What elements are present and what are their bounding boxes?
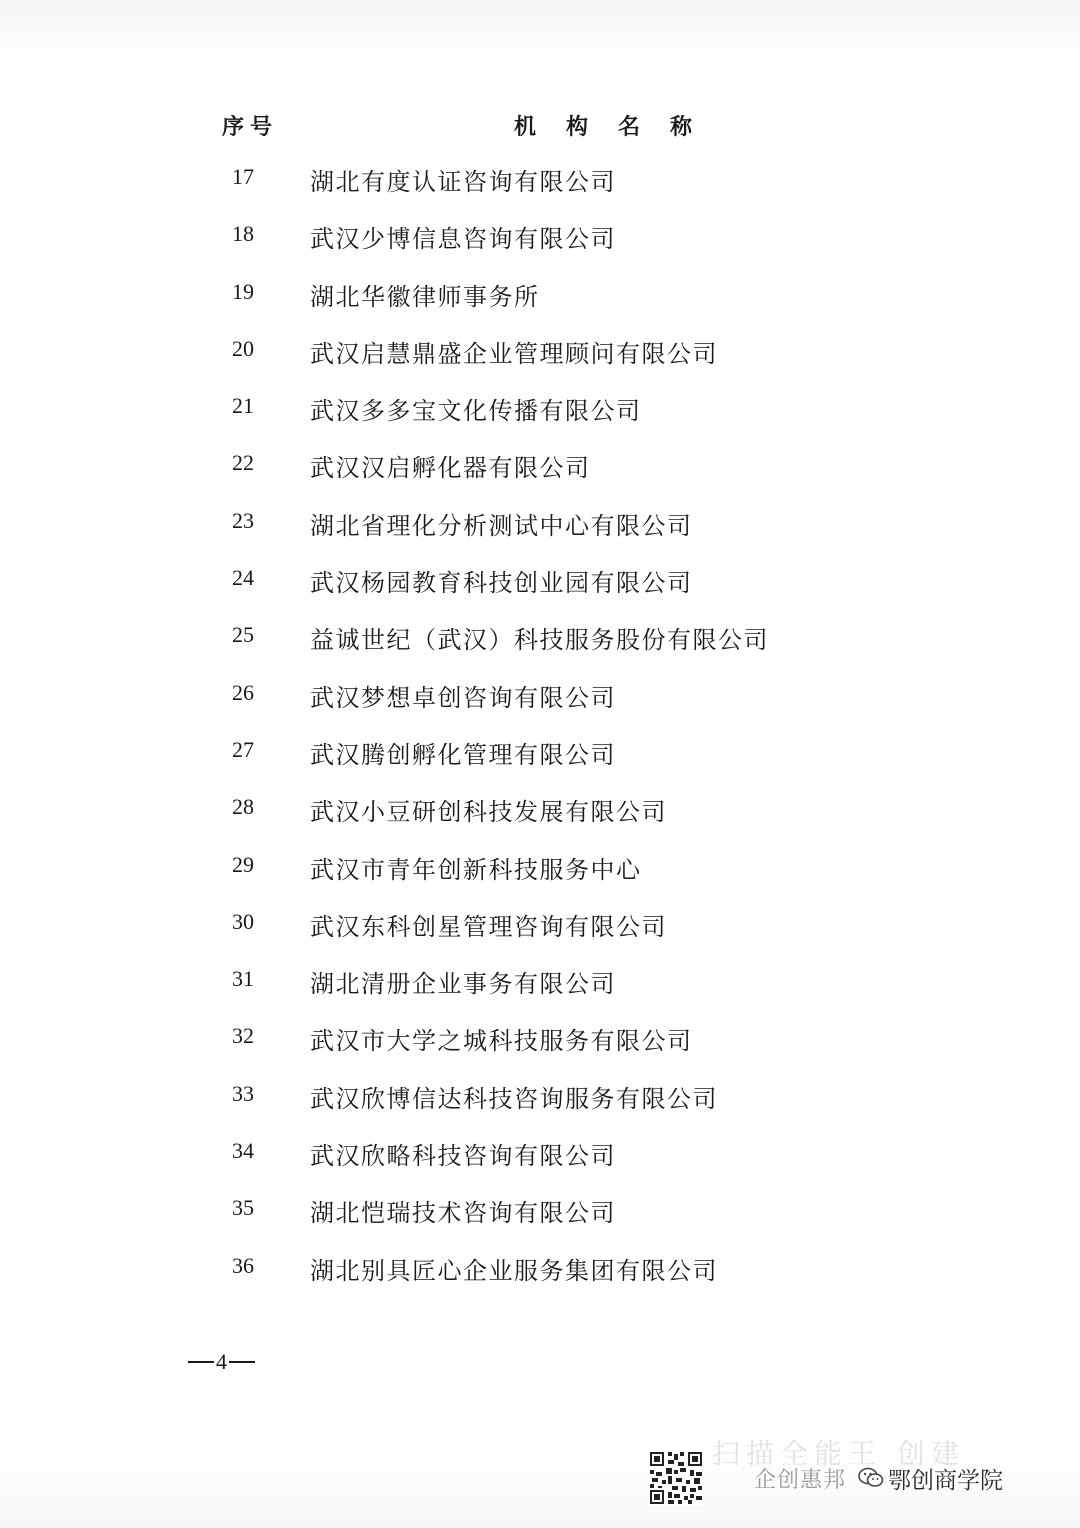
serial-number: 26 (232, 679, 254, 705)
organization-name: 湖北省理化分析测试中心有限公司 (310, 511, 693, 540)
organization-name: 武汉启慧鼎盛企业管理顾问有限公司 (310, 339, 718, 368)
organization-name: 湖北清册企业事务有限公司 (310, 970, 616, 999)
organization-name: 湖北有度认证咨询有限公司 (310, 168, 616, 196)
serial-number: 31 (232, 966, 254, 992)
organization-name: 武汉市青年创新科技服务中心 (310, 855, 642, 884)
organization-name: 武汉东科创星管理咨询有限公司 (310, 912, 667, 941)
serial-number: 32 (232, 1023, 254, 1049)
serial-number: 33 (232, 1080, 254, 1106)
organization-name: 武汉少博信息咨询有限公司 (310, 225, 616, 254)
table-row (0, 504, 1080, 561)
table-row (0, 676, 1080, 733)
table-row (0, 275, 1080, 332)
organization-name: 武汉汉启孵化器有限公司 (310, 454, 591, 483)
serial-number: 29 (232, 851, 254, 877)
organization-name: 武汉多多宝文化传播有限公司 (310, 397, 642, 426)
organization-name: 湖北别具匠心企业服务集团有限公司 (310, 1256, 718, 1285)
serial-number: 21 (232, 393, 254, 419)
scanner-watermark: 扫描全能王 创建 (712, 1437, 965, 1470)
serial-number: 25 (232, 622, 254, 648)
serial-number: 20 (232, 335, 254, 361)
page-number-value: 4 (216, 1349, 227, 1374)
table-row (0, 1019, 1080, 1076)
table-row (0, 561, 1080, 618)
organization-name: 武汉腾创孵化管理有限公司 (310, 740, 616, 769)
organization-name: 武汉杨园教育科技创业园有限公司 (310, 569, 693, 598)
brand-right-text: 鄂创商学院 (888, 1467, 1004, 1494)
organization-name: 武汉小豆研创科技发展有限公司 (310, 798, 667, 827)
organization-name: 湖北恺瑞技术咨询有限公司 (310, 1199, 616, 1228)
table-row (0, 332, 1080, 389)
serial-number: 36 (232, 1252, 254, 1278)
serial-number: 23 (232, 507, 254, 533)
dash-left (188, 1361, 214, 1363)
organization-name: 湖北华徽律师事务所 (310, 282, 540, 311)
table-row (0, 1077, 1080, 1134)
organization-name: 武汉欣博信达科技咨询服务有限公司 (310, 1084, 718, 1113)
serial-number: 30 (232, 908, 254, 934)
serial-number: 27 (232, 736, 254, 762)
table-row (0, 905, 1080, 962)
serial-number: 24 (232, 565, 254, 591)
brand-left-text: 企创惠邦 (754, 1467, 847, 1493)
serial-number: 35 (232, 1195, 254, 1221)
table-row (0, 217, 1080, 274)
serial-number: 19 (232, 278, 254, 304)
table-row (0, 733, 1080, 790)
qr-code-icon (648, 1450, 704, 1506)
table-row (0, 790, 1080, 847)
serial-number: 28 (232, 794, 254, 820)
table-row (0, 160, 1080, 217)
table-row (0, 848, 1080, 905)
footer-watermark (648, 1448, 1003, 1508)
table-header (0, 110, 1080, 146)
table-row (0, 1191, 1080, 1248)
table-row (0, 389, 1080, 446)
wechat-icon (858, 1467, 884, 1489)
serial-number: 34 (232, 1138, 254, 1164)
page-number (186, 1349, 257, 1375)
header-organization-name: 机构名称 (514, 115, 723, 140)
table-row (0, 1134, 1080, 1191)
table-row (0, 618, 1080, 675)
serial-number: 18 (232, 221, 254, 247)
organization-list (0, 160, 1080, 1306)
serial-number: 17 (232, 164, 254, 189)
organization-name: 武汉梦想卓创咨询有限公司 (310, 683, 616, 712)
organization-name: 武汉欣略科技咨询有限公司 (310, 1142, 616, 1171)
dash-right (229, 1361, 255, 1363)
table-row (0, 962, 1080, 1019)
table-row (0, 1249, 1080, 1306)
table-row (0, 446, 1080, 503)
organization-name: 益诚世纪（武汉）科技服务股份有限公司 (310, 626, 769, 655)
header-serial-number: 序号 (222, 115, 279, 140)
organization-name: 武汉市大学之城科技服务有限公司 (310, 1027, 693, 1056)
serial-number: 22 (232, 450, 254, 476)
